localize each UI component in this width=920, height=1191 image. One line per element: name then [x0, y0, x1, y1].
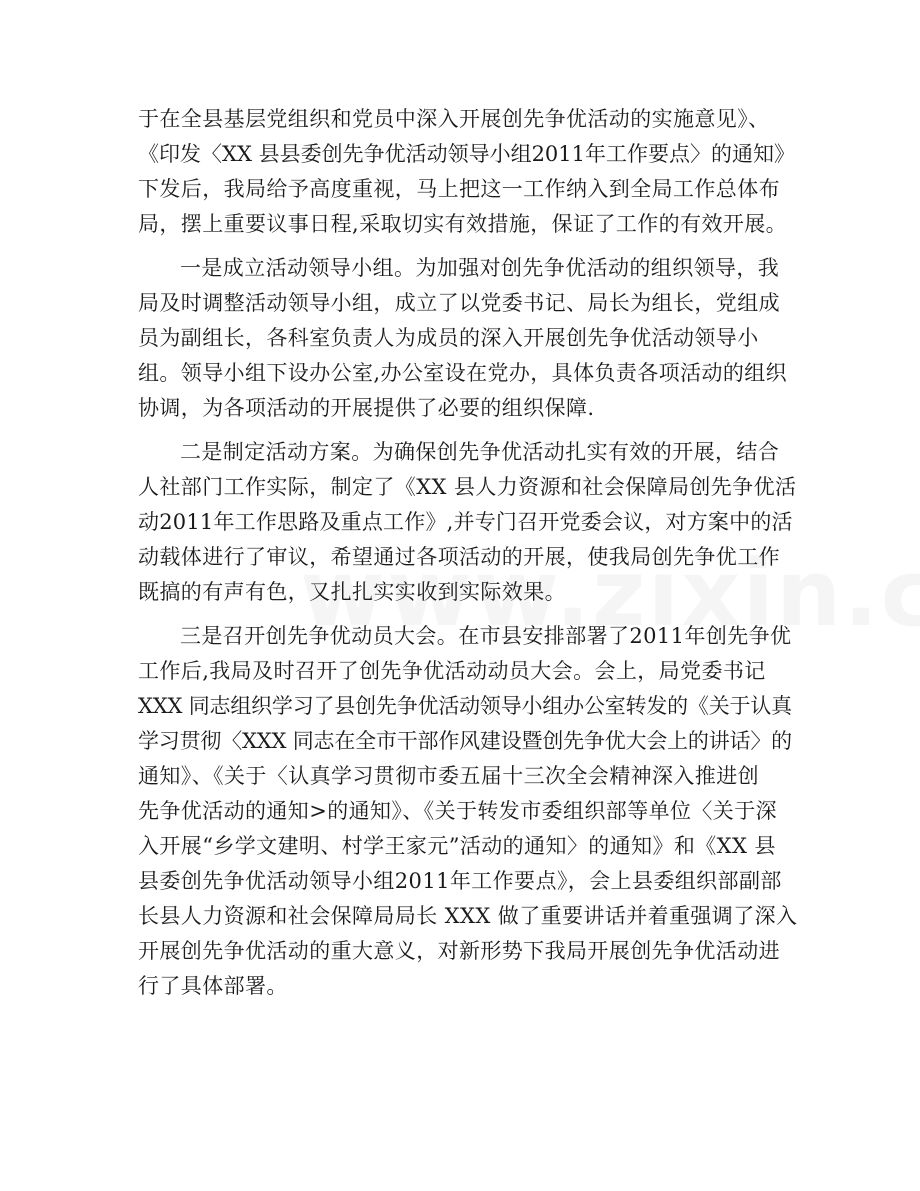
paragraph-1 [138, 102, 798, 242]
paragraph-2 [138, 251, 798, 426]
text-line: 学习贯彻〈XXX 同志在全市干部作风建设暨创先争优大会上的讲话〉的 [138, 729, 792, 753]
paragraph-3 [138, 435, 798, 610]
text-line: 二是制定活动方案。为确保创先争优活动扎实有效的开展，结合 [180, 440, 780, 464]
text-line: XXX 同志组织学习了县创先争优活动领导小组办公室转发的《关于认真 [138, 694, 792, 718]
text-line: 协调，为各项活动的开展提供了必要的组织保障. [138, 396, 595, 420]
text-line: 员为副组长，各科室负责人为成员的深入开展创先争优活动领导小 [138, 326, 759, 350]
text-line: 先争优活动的通知>的通知》、《关于转发市委组织部等单位〈关于深 [138, 799, 777, 823]
paragraph-4 [138, 619, 798, 1004]
document-body [138, 102, 798, 1004]
text-line: 行了具体部署。 [138, 974, 288, 998]
text-line: 开展创先争优活动的重大意义，对新形势下我局开展创先争优活动进 [138, 939, 780, 963]
text-line: 通知》、《关于〈认真学习贯彻市委五届十三次全会精神深入推进创 [138, 764, 759, 788]
text-line: 县委创先争优活动领导小组2011年工作要点》，会上县委组织部副部 [138, 869, 782, 893]
text-line: 长县人力资源和社会保障局局长 XXX 做了重要讲话并着重强调了深入 [138, 904, 798, 928]
text-line: 一是成立活动领导小组。为加强对创先争优活动的组织领导，我 [180, 256, 780, 280]
text-line: 组。领导小组下设办公室,办公室设在党办，具体负责各项活动的组织 [138, 361, 788, 385]
text-line: 工作后,我局及时召开了创先争优活动动员大会。会上，局党委书记 [138, 659, 766, 683]
text-line: 三是召开创先争优动员大会。在市县安排部署了2011年创先争优 [180, 624, 792, 648]
text-line: 既搞的有声有色，又扎扎实实收到实际效果。 [138, 580, 566, 604]
text-line: 动载体进行了审议，希望通过各项活动的开展，使我局创先争优工作 [138, 545, 780, 569]
text-line: 局，摆上重要议事日程,采取切实有效措施，保证了工作的有效开展。 [138, 212, 788, 236]
text-line: 动2011年工作思路及重点工作》,并专门召开党委会议，对方案中的活 [138, 510, 793, 534]
text-line: 入开展“乡学文建明、村学王家元”活动的通知〉的通知》和《XX 县 [138, 834, 776, 858]
text-line: 下发后，我局给予高度重视，马上把这一工作纳入到全局工作总体布 [138, 177, 780, 201]
text-line: 人社部门工作实际，制定了《XX 县人力资源和社会保障局创先争优活 [138, 475, 797, 499]
text-line: 于在全县基层党组织和党员中深入开展创先争优活动的实施意见》、 [138, 107, 770, 131]
text-line: 局及时调整活动领导小组，成立了以党委书记、局长为组长，党组成 [138, 291, 780, 315]
text-line: 《印发〈XX 县县委创先争优活动领导小组2011年工作要点〉的通知》 [138, 142, 796, 166]
